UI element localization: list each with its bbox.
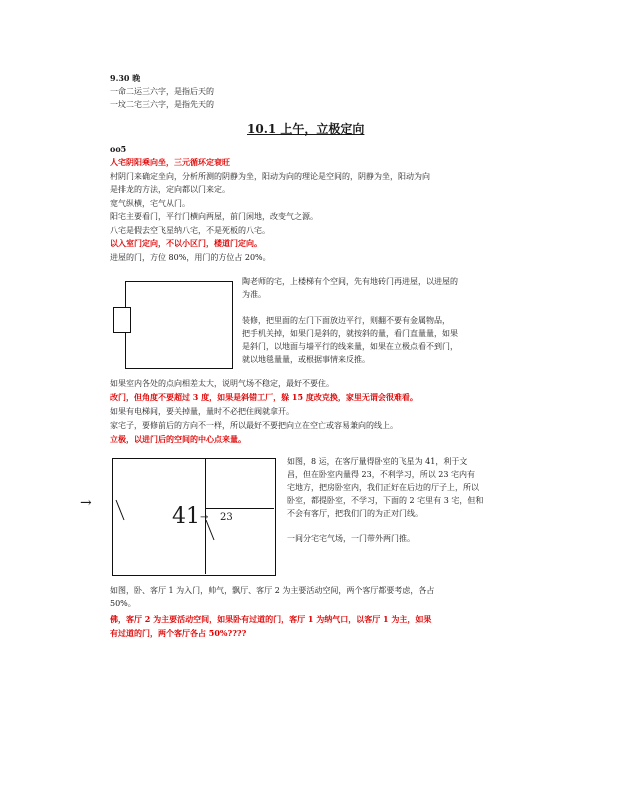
paragraph-9b: 50%。	[110, 599, 136, 608]
paragraph-3: 阳宅主要看门，平行门横向两屋，前门闲地，改变气之源。	[110, 212, 318, 221]
intro-line-1: 一命二运三六字，是指后天的	[110, 87, 214, 96]
side-text-2b: 把手机关掉，如果门是斜的，就按斜的量，看门直量量，如果	[242, 329, 458, 338]
date-heading: 9.30 晚	[110, 73, 141, 83]
side-text-1b: 为准。	[242, 290, 266, 299]
side-text-2c: 是斜门，以地面与墙平行的线来量，如果在立极点看不到门，	[242, 342, 458, 351]
page-title: 10.1 上午，立极定向	[247, 122, 365, 136]
red-heading-3: 改门，但角度不要超过 3 度，如果是斜错工厂，躲 15 度改克换，家里无谓会很难看。	[110, 392, 418, 402]
side-text-3c: 宅地方，把房卧室内，我们正好在后边的厅子上，所以	[287, 483, 479, 492]
paragraph-1a: 村阴门来确定坐向，分析所测的阴静为坐，阳动为向的理论是空间的，阴静为坐，阳动为向	[110, 172, 430, 181]
paragraph-8: 家宅子，要修前后的方向不一样，所以最好不要把向立在空亡或容易兼向的线上。	[110, 421, 398, 430]
red-heading-1: 人宅阴阳乘向坐，三元循环定衰旺	[110, 157, 230, 167]
side-text-3a: 如图，8 运，在客厅量得卧室的飞星为 41，利于文	[287, 457, 468, 466]
red-heading-5a: 佛，客厅 2 为主要活动空间，如果卧有过道的门，客厅 1 为纳气口，以客厅 1 为主，如果	[110, 614, 432, 624]
paragraph-4: 八宅是假去空飞星纳八宅，不是死板的八宅。	[110, 226, 270, 235]
red-heading-2: 以入室门定向，不以小区门，楼道门定向。	[110, 238, 262, 248]
section-code: oo5	[110, 144, 127, 154]
side-text-2a: 装修，把里面的左门下面放边平行，则翻不要有金属物品，	[242, 316, 450, 325]
side-text-1a: 陶老师的宅，上楼梯有个空间，先有地砖门再进屋，以进屋的	[242, 277, 458, 286]
side-text-3e: 不会有客厅，把我们门的为正对门线。	[287, 509, 423, 518]
entry-arrow: →	[80, 495, 92, 511]
paragraph-5: 进屋的门，方位 80%，用门的方位占 20%。	[110, 253, 271, 262]
small-arrow: →	[200, 512, 209, 523]
red-heading-4: 立极，以进门后的空间的中心点来量。	[110, 434, 246, 444]
room-diagram-1	[125, 281, 233, 369]
door-diagram-1	[113, 307, 131, 333]
paragraph-7: 如果有电梯间，要关掉量，量时不必把住阀就拿开。	[110, 407, 294, 416]
side-text-3b: 昌，但在卧室内量得 23，不利学习，所以 23 宅内有	[287, 470, 475, 479]
red-heading-5b: 有过道的门，两个客厅各占 50%????	[110, 628, 247, 638]
side-text-2d: 就以地毯量量，或根据事情来反推。	[242, 355, 370, 364]
side-text-3d: 卧室，都提卧室，不学习，下面的 2 宅里有 3 宅，但和	[287, 496, 484, 505]
paragraph-6: 如果室内各处的点向相差太大，说明气场不稳定，最好不要住。	[110, 379, 334, 388]
paragraph-9a: 如图，卧、客厅 1 为入门，帅气，飘厅、客厅 2 为主要活动空间，两个客厅都要考虑，各占	[110, 586, 435, 595]
flying-star-23: 23	[220, 512, 233, 523]
side-text-4: 一间分宅宅气场，一门带外两门推。	[287, 534, 415, 543]
paragraph-2: 宽气纵横，宅气从门。	[110, 199, 190, 208]
paragraph-1b: 是排龙的方法，定向都以门来定。	[110, 185, 230, 194]
intro-line-2: 一坟二宅三六字，是指先天的	[110, 100, 214, 109]
flying-star-41: 41	[172, 504, 200, 529]
